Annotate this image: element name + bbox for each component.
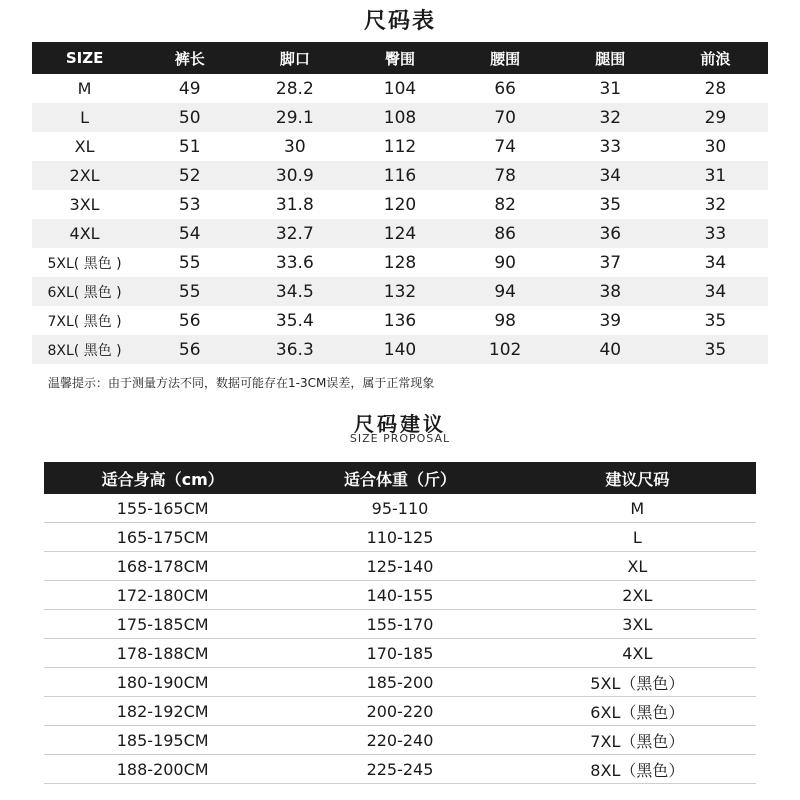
table-cell: 39: [599, 310, 622, 331]
table-cell: 120: [383, 194, 417, 215]
table-cell: 78: [453, 161, 558, 190]
table-cell: 32.7: [242, 219, 347, 248]
size-cell: 2XL: [32, 161, 137, 190]
table-cell: 29: [663, 103, 768, 132]
header-front-rise: 前浪: [663, 42, 768, 74]
weight-cell: 95-110: [281, 494, 518, 523]
weight-cell: 155-170: [281, 610, 518, 639]
recommended-size-cell: 4XL: [519, 639, 756, 668]
table-cell: 56: [137, 335, 242, 364]
recommended-size-cell: 7XL（黑色）: [519, 726, 756, 755]
table-cell: 35: [663, 335, 768, 364]
height-cell: 188-200CM: [44, 755, 281, 784]
recommended-size-cell: XL: [519, 552, 756, 581]
table-cell: 56: [178, 310, 201, 331]
table-cell: 32: [704, 194, 727, 215]
table-cell: 90: [494, 252, 516, 273]
table-cell: 132: [347, 277, 452, 306]
table-cell: 35: [704, 310, 727, 331]
weight-cell: 220-240: [281, 726, 518, 755]
header-leg-opening: 脚口: [242, 42, 347, 74]
table-cell: 104: [383, 78, 417, 99]
table-row: [32, 248, 768, 277]
table-cell: 74: [494, 136, 516, 157]
table-cell: 94: [453, 277, 558, 306]
table-cell: 40: [558, 335, 663, 364]
table-cell: 34: [704, 252, 727, 273]
table-row: [32, 132, 768, 161]
weight-cell: 225-245: [281, 755, 518, 784]
header-pants-length: 裤长: [137, 42, 242, 74]
table-cell: 29.1: [242, 103, 347, 132]
weight-cell: 170-185: [281, 639, 518, 668]
table-cell: 33: [599, 136, 622, 157]
table-row: [44, 639, 756, 668]
table-cell: 98: [494, 310, 516, 331]
header-size: SIZE: [32, 42, 137, 74]
table-cell: 55: [178, 252, 201, 273]
table-cell: 136: [383, 310, 417, 331]
height-cell: 182-192CM: [44, 697, 281, 726]
table-row: [32, 74, 768, 103]
table-cell: 31: [663, 161, 768, 190]
table-cell: 37: [599, 252, 622, 273]
table-cell: 31: [599, 78, 622, 99]
weight-cell: 110-125: [281, 523, 518, 552]
table-row: [44, 494, 756, 523]
size-cell: 4XL: [32, 219, 137, 248]
table-row: [44, 755, 756, 784]
table-cell: 124: [347, 219, 452, 248]
proposal-subtitle: SIZE PROPOSAL: [349, 432, 451, 445]
table-cell: 36: [558, 219, 663, 248]
table-cell: 31.8: [275, 194, 314, 215]
table-row: [44, 697, 756, 726]
table-cell: 51: [178, 136, 201, 157]
weight-cell: 140-155: [281, 581, 518, 610]
table-cell: 50: [137, 103, 242, 132]
table-cell: 116: [347, 161, 452, 190]
table-cell: 49: [178, 78, 201, 99]
table-cell: 33: [663, 219, 768, 248]
size-cell: 6XL( 黑色 ): [32, 277, 137, 306]
recommended-size-cell: 6XL（黑色）: [519, 697, 756, 726]
table-row: [32, 161, 768, 190]
table-row: [32, 190, 768, 219]
size-chart-header-row: [32, 42, 768, 74]
table-cell: 34: [663, 277, 768, 306]
table-row: [44, 726, 756, 755]
table-cell: 35: [599, 194, 622, 215]
table-cell: 30: [704, 136, 727, 157]
recommended-size-cell: 3XL: [519, 610, 756, 639]
size-cell: M: [77, 79, 92, 98]
table-cell: 34: [558, 161, 663, 190]
height-cell: 155-165CM: [44, 494, 281, 523]
table-row: [32, 277, 768, 306]
table-cell: 30.9: [242, 161, 347, 190]
size-cell: 7XL( 黑色 ): [47, 313, 122, 330]
table-cell: 38: [558, 277, 663, 306]
size-cell: 8XL( 黑色 ): [32, 335, 137, 364]
table-cell: 32: [558, 103, 663, 132]
table-cell: 86: [453, 219, 558, 248]
height-cell: 178-188CM: [44, 639, 281, 668]
table-row: [32, 335, 768, 364]
table-cell: 35.4: [275, 310, 314, 331]
height-cell: 168-178CM: [44, 552, 281, 581]
table-cell: 112: [383, 136, 417, 157]
table-row: [32, 103, 768, 132]
table-cell: 128: [383, 252, 417, 273]
size-cell: 3XL: [69, 195, 100, 214]
header-height: 适合身高（cm）: [44, 462, 281, 494]
table-row: [44, 610, 756, 639]
size-cell: XL: [74, 137, 95, 156]
table-cell: 70: [453, 103, 558, 132]
height-cell: 172-180CM: [44, 581, 281, 610]
height-cell: 180-190CM: [44, 668, 281, 697]
size-cell: 5XL( 黑色 ): [47, 255, 122, 272]
measurement-note: 温馨提示：由于测量方法不同，数据可能存在1-3CM误差，属于正常现象: [48, 376, 435, 390]
height-cell: 175-185CM: [44, 610, 281, 639]
header-waist: 腰围: [453, 42, 558, 74]
proposal-header-row: [44, 462, 756, 494]
recommended-size-cell: 5XL（黑色）: [519, 668, 756, 697]
size-proposal-table: [44, 462, 756, 784]
table-cell: 102: [453, 335, 558, 364]
table-cell: 82: [494, 194, 516, 215]
table-cell: 108: [347, 103, 452, 132]
proposal-title: 尺码建议: [354, 412, 446, 436]
recommended-size-cell: 2XL: [519, 581, 756, 610]
size-chart-title: 尺码表: [363, 9, 436, 34]
table-cell: 55: [137, 277, 242, 306]
size-cell: L: [32, 103, 137, 132]
recommended-size-cell: 8XL（黑色）: [519, 755, 756, 784]
table-row: [44, 552, 756, 581]
table-cell: 30: [284, 136, 306, 157]
table-row: [44, 668, 756, 697]
table-row: [44, 581, 756, 610]
header-thigh: 腿围: [558, 42, 663, 74]
height-cell: 185-195CM: [44, 726, 281, 755]
weight-cell: 200-220: [281, 697, 518, 726]
recommended-size-cell: L: [519, 523, 756, 552]
table-cell: 66: [494, 78, 516, 99]
table-cell: 28: [704, 78, 727, 99]
table-cell: 53: [178, 194, 201, 215]
table-cell: 33.6: [275, 252, 314, 273]
weight-cell: 185-200: [281, 668, 518, 697]
table-cell: 54: [137, 219, 242, 248]
table-cell: 140: [347, 335, 452, 364]
size-chart-table: [32, 42, 768, 364]
header-weight: 适合体重（斤）: [281, 462, 518, 494]
height-cell: 165-175CM: [44, 523, 281, 552]
table-cell: 28.2: [275, 78, 314, 99]
recommended-size-cell: M: [519, 494, 756, 523]
header-hip: 臀围: [347, 42, 452, 74]
table-row: [44, 523, 756, 552]
table-row: [32, 219, 768, 248]
table-cell: 52: [137, 161, 242, 190]
header-recommended-size: 建议尺码: [519, 462, 756, 494]
table-cell: 34.5: [242, 277, 347, 306]
table-cell: 36.3: [242, 335, 347, 364]
table-row: [32, 306, 768, 335]
weight-cell: 125-140: [281, 552, 518, 581]
